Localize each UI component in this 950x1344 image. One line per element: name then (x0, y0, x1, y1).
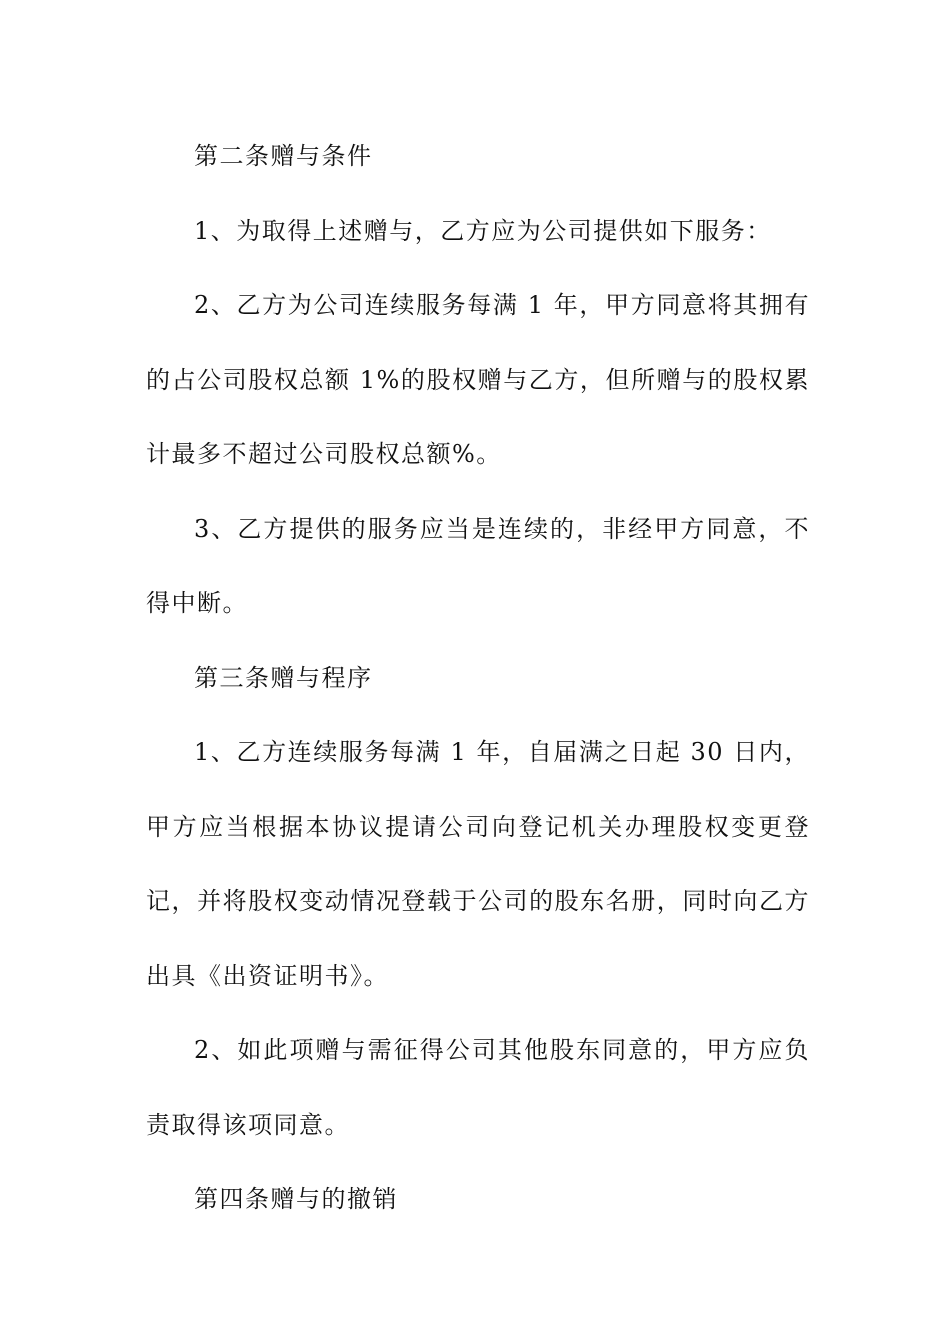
document-body (146, 119, 810, 1237)
section-heading-gift-revocation: 第四条赠与的撤销 (194, 1185, 398, 1213)
paragraph-registration-procedure: 1、乙方连续服务每满 1 年，自届满之日起 30 日内，甲方应当根据本协议提请公司向登记机关办理股权变更登记，并将股权变动情况登载于公司的股东名册，同时向乙方出具《出资证明书》。 (146, 738, 810, 990)
section-heading-gift-procedure: 第三条赠与程序 (194, 663, 373, 692)
paragraph-service-requirement: 1、为取得上述赠与，乙方应为公司提供如下服务： (194, 216, 772, 245)
paragraph-shareholder-consent: 2、如此项赠与需征得公司其他股东同意的，甲方应负责取得该项同意。 (146, 1036, 810, 1139)
paragraph-annual-equity-gift: 2、乙方为公司连续服务每满 1 年，甲方同意将其拥有的占公司股权总额 1%的股权赠与乙方，但所赠与的股权累计最多不超过公司股权总额%。 (146, 291, 810, 468)
paragraph-continuous-service: 3、乙方提供的服务应当是连续的，非经甲方同意，不得中断。 (146, 514, 810, 617)
section-heading-gift-conditions: 第二条赠与条件 (194, 142, 373, 170)
